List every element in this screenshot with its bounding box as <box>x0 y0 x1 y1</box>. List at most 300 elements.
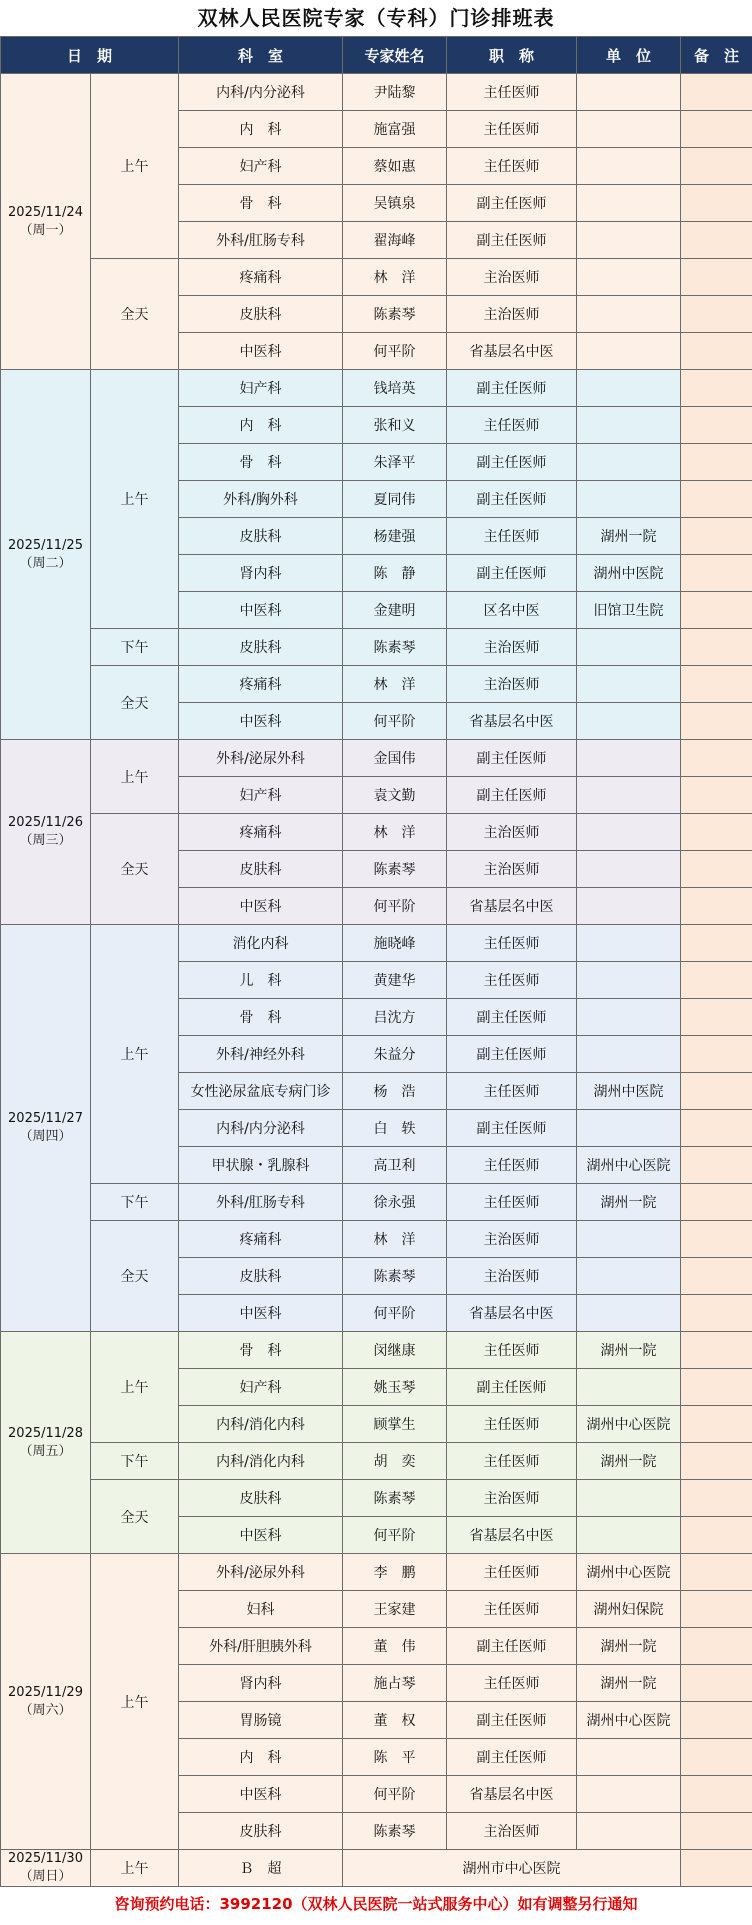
unit-cell <box>577 1517 681 1554</box>
table-row <box>1 1443 752 1480</box>
dept-cell: 皮肤科 <box>179 851 343 888</box>
session-cell: 上午 <box>91 1850 179 1887</box>
unit-cell <box>577 185 681 222</box>
doctor-title-cell: 主治医师 <box>447 296 577 333</box>
dept-cell: 中医科 <box>179 1776 343 1813</box>
remark-cell <box>681 592 752 629</box>
doctor-name-cell: 翟海峰 <box>343 222 447 259</box>
remark-cell <box>681 962 752 999</box>
unit-cell <box>577 1221 681 1258</box>
doctor-title-cell: 副主任医师 <box>447 1702 577 1739</box>
doctor-title-cell: 省基层名中医 <box>447 333 577 370</box>
doctor-title-cell: 主治医师 <box>447 1258 577 1295</box>
unit-cell: 湖州中心医院 <box>577 1406 681 1443</box>
doctor-name-cell: 陈素琴 <box>343 1480 447 1517</box>
doctor-title-cell: 副主任医师 <box>447 1369 577 1406</box>
doctor-title-cell: 副主任医师 <box>447 481 577 518</box>
dept-cell: 内 科 <box>179 1739 343 1776</box>
doctor-name-cell: 黄建华 <box>343 962 447 999</box>
dept-cell: 皮肤科 <box>179 296 343 333</box>
header-date: 日 期 <box>1 37 179 74</box>
dept-cell: 皮肤科 <box>179 1258 343 1295</box>
dept-cell: 骨 科 <box>179 444 343 481</box>
dept-cell: 疼痛科 <box>179 666 343 703</box>
doctor-title-cell: 副主任医师 <box>447 1110 577 1147</box>
table-row <box>1 1332 752 1369</box>
header-dept: 科 室 <box>179 37 343 74</box>
doctor-title-cell: 省基层名中医 <box>447 1776 577 1813</box>
doctor-name-cell: 林 洋 <box>343 259 447 296</box>
remark-cell <box>681 1332 752 1369</box>
table-row <box>1 1480 752 1517</box>
doctor-name-cell: 林 洋 <box>343 666 447 703</box>
remark-cell <box>681 333 752 370</box>
dept-cell: 疼痛科 <box>179 259 343 296</box>
remark-cell <box>681 407 752 444</box>
remark-cell <box>681 1295 752 1332</box>
doctor-name-cell: 钱培英 <box>343 370 447 407</box>
dept-cell: 外科/神经外科 <box>179 1036 343 1073</box>
doctor-name-cell: 陈素琴 <box>343 851 447 888</box>
unit-cell: 湖州中医院 <box>577 555 681 592</box>
remark-cell <box>681 740 752 777</box>
remark-cell <box>681 1554 752 1591</box>
remark-cell <box>681 1591 752 1628</box>
doctor-title-cell: 副主任医师 <box>447 1036 577 1073</box>
unit-cell <box>577 703 681 740</box>
table-row <box>1 814 752 851</box>
unit-cell <box>577 481 681 518</box>
dept-cell: 妇科 <box>179 1591 343 1628</box>
session-cell: 上午 <box>91 74 179 259</box>
weekday-text: （周六） <box>19 1702 72 1718</box>
doctor-title-cell: 主任医师 <box>447 111 577 148</box>
unit-cell: 湖州一院 <box>577 1332 681 1369</box>
remark-cell <box>681 481 752 518</box>
weekday-text: （周三） <box>19 833 72 848</box>
date-cell <box>1 74 91 370</box>
doctor-title-cell: 主治医师 <box>447 1813 577 1850</box>
table-row <box>1 629 752 666</box>
remark-cell <box>681 1036 752 1073</box>
doctor-name-cell: 林 洋 <box>343 814 447 851</box>
doctor-name-cell: 顾掌生 <box>343 1406 447 1443</box>
dept-cell: 外科/肝胆胰外科 <box>179 1628 343 1665</box>
remark-cell <box>681 259 752 296</box>
unit-cell <box>577 1813 681 1850</box>
doctor-title-cell: 副主任医师 <box>447 777 577 814</box>
dept-cell: 中医科 <box>179 1517 343 1554</box>
dept-cell: 皮肤科 <box>179 518 343 555</box>
remark-cell <box>681 777 752 814</box>
weekday-text: （周一） <box>19 222 72 238</box>
remark-cell <box>681 851 752 888</box>
session-cell: 上午 <box>91 740 179 814</box>
remark-cell <box>681 1813 752 1850</box>
doctor-name-cell: 闵继康 <box>343 1332 447 1369</box>
dept-cell: 中医科 <box>179 592 343 629</box>
doctor-title-cell: 副主任医师 <box>447 1739 577 1776</box>
unit-cell: 湖州一院 <box>577 1184 681 1221</box>
doctor-title-cell: 省基层名中医 <box>447 1517 577 1554</box>
unit-cell <box>577 629 681 666</box>
unit-cell: 湖州妇保院 <box>577 1591 681 1628</box>
date-cell <box>1 1850 91 1887</box>
unit-cell <box>577 296 681 333</box>
session-cell: 全天 <box>91 259 179 370</box>
unit-cell: 湖州一院 <box>577 1628 681 1665</box>
remark-cell <box>681 1739 752 1776</box>
doctor-title-cell: 主任医师 <box>447 925 577 962</box>
dept-cell: 外科/泌尿外科 <box>179 740 343 777</box>
dept-cell: 外科/泌尿外科 <box>179 1554 343 1591</box>
doctor-title-cell: 副主任医师 <box>447 740 577 777</box>
header-name: 专家姓名 <box>343 37 447 74</box>
dept-cell: 骨 科 <box>179 999 343 1036</box>
doctor-title-cell: 省基层名中医 <box>447 1295 577 1332</box>
unit-cell <box>577 222 681 259</box>
dept-cell: 妇产科 <box>179 148 343 185</box>
dept-cell: 儿 科 <box>179 962 343 999</box>
session-cell: 全天 <box>91 1480 179 1554</box>
unit-cell <box>577 259 681 296</box>
dept-cell: 外科/胸外科 <box>179 481 343 518</box>
remark-cell <box>681 111 752 148</box>
doctor-name-cell: 施占琴 <box>343 1665 447 1702</box>
remark-cell <box>681 666 752 703</box>
doctor-name-cell: 陈 静 <box>343 555 447 592</box>
doctor-name-cell: 李 鹏 <box>343 1554 447 1591</box>
date-text: 2025/11/30 <box>8 1851 83 1866</box>
dept-cell: 皮肤科 <box>179 1480 343 1517</box>
remark-cell <box>681 1776 752 1813</box>
remark-cell <box>681 74 752 111</box>
doctor-name-cell: 张和义 <box>343 407 447 444</box>
table-row <box>1 1554 752 1591</box>
dept-cell: 肾内科 <box>179 555 343 592</box>
unit-cell: 湖州中心医院 <box>577 1147 681 1184</box>
doctor-name-cell: 金国伟 <box>343 740 447 777</box>
unit-cell <box>577 1776 681 1813</box>
doctor-title-cell: 主治医师 <box>447 666 577 703</box>
remark-cell <box>681 185 752 222</box>
doctor-name-cell: 金建明 <box>343 592 447 629</box>
doctor-name-cell: 尹陆黎 <box>343 74 447 111</box>
date-text: 2025/11/27 <box>8 1111 83 1126</box>
doctor-title-cell: 主任医师 <box>447 518 577 555</box>
dept-cell: 胃肠镜 <box>179 1702 343 1739</box>
doctor-name-cell: 吴镇泉 <box>343 185 447 222</box>
doctor-title-cell: 副主任医师 <box>447 555 577 592</box>
doctor-name-cell: 董 权 <box>343 1702 447 1739</box>
remark-cell <box>681 1480 752 1517</box>
unit-cell: 湖州一院 <box>577 1665 681 1702</box>
doctor-title-cell: 主治医师 <box>447 851 577 888</box>
doctor-name-cell: 朱益分 <box>343 1036 447 1073</box>
date-text: 2025/11/24 <box>8 204 83 220</box>
unit-cell <box>577 407 681 444</box>
doctor-title-cell: 主治医师 <box>447 1480 577 1517</box>
remark-cell <box>681 1628 752 1665</box>
remark-cell <box>681 1110 752 1147</box>
unit-cell <box>577 333 681 370</box>
doctor-title-cell: 主任医师 <box>447 1591 577 1628</box>
remark-cell <box>681 555 752 592</box>
doctor-name-cell: 高卫利 <box>343 1147 447 1184</box>
unit-cell: 湖州中心医院 <box>577 1702 681 1739</box>
remark-cell <box>681 1517 752 1554</box>
schedule-table <box>0 36 752 1887</box>
unit-cell <box>577 111 681 148</box>
header-unit: 单 位 <box>577 37 681 74</box>
remark-cell <box>681 1443 752 1480</box>
doctor-name-cell: 吕沈方 <box>343 999 447 1036</box>
header-title: 职 称 <box>447 37 577 74</box>
doctor-title-cell: 副主任医师 <box>447 370 577 407</box>
doctor-name-cell: 王家建 <box>343 1591 447 1628</box>
dept-cell: 皮肤科 <box>179 1813 343 1850</box>
unit-cell <box>577 444 681 481</box>
session-cell: 上午 <box>91 370 179 629</box>
doctor-title-cell: 副主任医师 <box>447 444 577 481</box>
table-row <box>1 740 752 777</box>
dept-cell: 内 科 <box>179 111 343 148</box>
unit-cell: 旧馆卫生院 <box>577 592 681 629</box>
session-cell: 全天 <box>91 666 179 740</box>
dept-cell: 中医科 <box>179 888 343 925</box>
doctor-name-cell: 何平阶 <box>343 1776 447 1813</box>
doctor-name-cell: 姚玉琴 <box>343 1369 447 1406</box>
remark-cell <box>681 148 752 185</box>
remark-cell <box>681 703 752 740</box>
doctor-name-cell: 何平阶 <box>343 333 447 370</box>
dept-cell: 中医科 <box>179 333 343 370</box>
date-cell <box>1 925 91 1332</box>
session-cell: 下午 <box>91 1184 179 1221</box>
remark-cell <box>681 518 752 555</box>
unit-cell: 湖州中心医院 <box>577 1554 681 1591</box>
weekday-text: （周四） <box>19 1129 72 1144</box>
remark-cell <box>681 1073 752 1110</box>
unit-cell <box>577 999 681 1036</box>
schedule-body <box>1 74 752 1887</box>
remark-cell <box>681 296 752 333</box>
doctor-title-cell: 省基层名中医 <box>447 888 577 925</box>
dept-cell: 内 科 <box>179 407 343 444</box>
unit-cell: 湖州中医院 <box>577 1073 681 1110</box>
doctor-title-cell: 区名中医 <box>447 592 577 629</box>
doctor-name-cell: 施富强 <box>343 111 447 148</box>
remark-cell <box>681 222 752 259</box>
remark-cell <box>681 444 752 481</box>
dept-cell: 内科/消化内科 <box>179 1406 343 1443</box>
remark-cell <box>681 1258 752 1295</box>
doctor-name-cell: 蔡如惠 <box>343 148 447 185</box>
doctor-name-cell: 白 轶 <box>343 1110 447 1147</box>
doctor-title-cell: 主任医师 <box>447 1554 577 1591</box>
session-cell: 下午 <box>91 1443 179 1480</box>
doctor-title-cell: 主任医师 <box>447 1184 577 1221</box>
doctor-name-cell: 袁文勤 <box>343 777 447 814</box>
remark-cell <box>681 1702 752 1739</box>
dept-cell: 妇产科 <box>179 370 343 407</box>
doctor-title-cell: 副主任医师 <box>447 185 577 222</box>
unit-cell <box>577 814 681 851</box>
table-row <box>1 925 752 962</box>
date-text: 2025/11/26 <box>8 815 83 830</box>
doctor-name-cell: 陈素琴 <box>343 1258 447 1295</box>
doctor-title-cell: 主任医师 <box>447 1665 577 1702</box>
remark-cell <box>681 1147 752 1184</box>
dept-cell: 疼痛科 <box>179 814 343 851</box>
dept-cell: 内科/内分泌科 <box>179 1110 343 1147</box>
doctor-title-cell: 主任医师 <box>447 1073 577 1110</box>
table-row <box>1 1221 752 1258</box>
dept-cell: 外科/肛肠专科 <box>179 222 343 259</box>
dept-cell: 妇产科 <box>179 777 343 814</box>
session-cell: 下午 <box>91 629 179 666</box>
weekday-text: （周日） <box>19 1869 72 1884</box>
table-row <box>1 1850 752 1887</box>
doctor-title-cell: 主治医师 <box>447 814 577 851</box>
doctor-name-cell: 夏同伟 <box>343 481 447 518</box>
table-row <box>1 666 752 703</box>
date-text: 2025/11/25 <box>8 537 83 553</box>
weekday-text: （周二） <box>19 555 72 571</box>
session-cell: 全天 <box>91 814 179 925</box>
footer-note: 咨询预约电话：3992120（双林人民医院一站式服务中心）如有调整另行通知 <box>114 1895 638 1913</box>
date-cell <box>1 740 91 925</box>
remark-cell <box>681 999 752 1036</box>
date-text: 2025/11/29 <box>8 1684 83 1700</box>
unit-cell <box>577 1739 681 1776</box>
doctor-title-cell: 主治医师 <box>447 629 577 666</box>
remark-cell <box>681 1665 752 1702</box>
doctor-title-cell: 主任医师 <box>447 962 577 999</box>
dept-cell: 消化内科 <box>179 925 343 962</box>
header-remark: 备 注 <box>681 37 752 74</box>
session-cell: 上午 <box>91 1554 179 1850</box>
dept-cell: 中医科 <box>179 1295 343 1332</box>
unit-cell <box>577 1295 681 1332</box>
doctor-title-cell: 主任医师 <box>447 1332 577 1369</box>
dept-cell: 疼痛科 <box>179 1221 343 1258</box>
table-row <box>1 74 752 111</box>
doctor-title-cell: 副主任医师 <box>447 1628 577 1665</box>
table-row <box>1 1184 752 1221</box>
doctor-title-cell: 主任医师 <box>447 1147 577 1184</box>
doctor-name-cell: 陈素琴 <box>343 296 447 333</box>
table-row <box>1 370 752 407</box>
header-row <box>1 37 752 74</box>
doctor-title-cell: 主任医师 <box>447 407 577 444</box>
remark-cell <box>681 1406 752 1443</box>
unit-cell <box>577 1369 681 1406</box>
dept-cell: Ｂ 超 <box>179 1850 343 1887</box>
doctor-name-cell: 施晓峰 <box>343 925 447 962</box>
doctor-name-cell: 陈 平 <box>343 1739 447 1776</box>
doctor-name-cell: 何平阶 <box>343 888 447 925</box>
merged-unit-cell: 湖州市中心医院 <box>343 1850 681 1887</box>
doctor-name-cell: 陈素琴 <box>343 1813 447 1850</box>
date-text: 2025/11/28 <box>8 1425 83 1441</box>
unit-cell <box>577 851 681 888</box>
unit-cell <box>577 74 681 111</box>
dept-cell: 肾内科 <box>179 1665 343 1702</box>
remark-cell <box>681 1184 752 1221</box>
unit-cell <box>577 962 681 999</box>
doctor-name-cell: 胡 奕 <box>343 1443 447 1480</box>
doctor-name-cell: 董 伟 <box>343 1628 447 1665</box>
remark-cell <box>681 1369 752 1406</box>
doctor-name-cell: 徐永强 <box>343 1184 447 1221</box>
unit-cell <box>577 1110 681 1147</box>
unit-cell <box>577 148 681 185</box>
dept-cell: 皮肤科 <box>179 629 343 666</box>
unit-cell <box>577 370 681 407</box>
doctor-name-cell: 林 洋 <box>343 1221 447 1258</box>
doctor-name-cell: 何平阶 <box>343 703 447 740</box>
unit-cell <box>577 666 681 703</box>
weekday-text: （周五） <box>19 1443 72 1459</box>
remark-cell <box>681 629 752 666</box>
doctor-title-cell: 副主任医师 <box>447 999 577 1036</box>
session-cell: 上午 <box>91 1332 179 1443</box>
doctor-name-cell: 杨建强 <box>343 518 447 555</box>
unit-cell <box>577 1480 681 1517</box>
doctor-name-cell: 杨 浩 <box>343 1073 447 1110</box>
dept-cell: 妇产科 <box>179 1369 343 1406</box>
dept-cell: 女性泌尿盆底专病门诊 <box>179 1073 343 1110</box>
doctor-title-cell: 副主任医师 <box>447 222 577 259</box>
remark-cell <box>681 370 752 407</box>
unit-cell: 湖州一院 <box>577 518 681 555</box>
date-cell <box>1 1554 91 1850</box>
unit-cell <box>577 777 681 814</box>
doctor-name-cell: 何平阶 <box>343 1517 447 1554</box>
doctor-name-cell: 何平阶 <box>343 1295 447 1332</box>
table-row <box>1 259 752 296</box>
dept-cell: 中医科 <box>179 703 343 740</box>
dept-cell: 骨 科 <box>179 1332 343 1369</box>
unit-cell: 湖州一院 <box>577 1443 681 1480</box>
unit-cell <box>577 925 681 962</box>
dept-cell: 外科/肛肠专科 <box>179 1184 343 1221</box>
doctor-name-cell: 朱泽平 <box>343 444 447 481</box>
dept-cell: 内科/内分泌科 <box>179 74 343 111</box>
session-cell: 全天 <box>91 1221 179 1332</box>
page-title: 双林人民医院专家（专科）门诊排班表 <box>197 6 555 30</box>
unit-cell <box>577 888 681 925</box>
session-cell: 上午 <box>91 925 179 1184</box>
doctor-name-cell: 陈素琴 <box>343 629 447 666</box>
date-cell <box>1 370 91 740</box>
doctor-title-cell: 主任医师 <box>447 148 577 185</box>
date-cell <box>1 1332 91 1554</box>
remark-cell <box>681 1850 752 1887</box>
doctor-title-cell: 主治医师 <box>447 1221 577 1258</box>
doctor-title-cell: 省基层名中医 <box>447 703 577 740</box>
dept-cell: 骨 科 <box>179 185 343 222</box>
remark-cell <box>681 814 752 851</box>
doctor-title-cell: 主任医师 <box>447 74 577 111</box>
remark-cell <box>681 888 752 925</box>
unit-cell <box>577 1258 681 1295</box>
doctor-title-cell: 主任医师 <box>447 1406 577 1443</box>
remark-cell <box>681 1221 752 1258</box>
doctor-title-cell: 主治医师 <box>447 259 577 296</box>
remark-cell <box>681 925 752 962</box>
